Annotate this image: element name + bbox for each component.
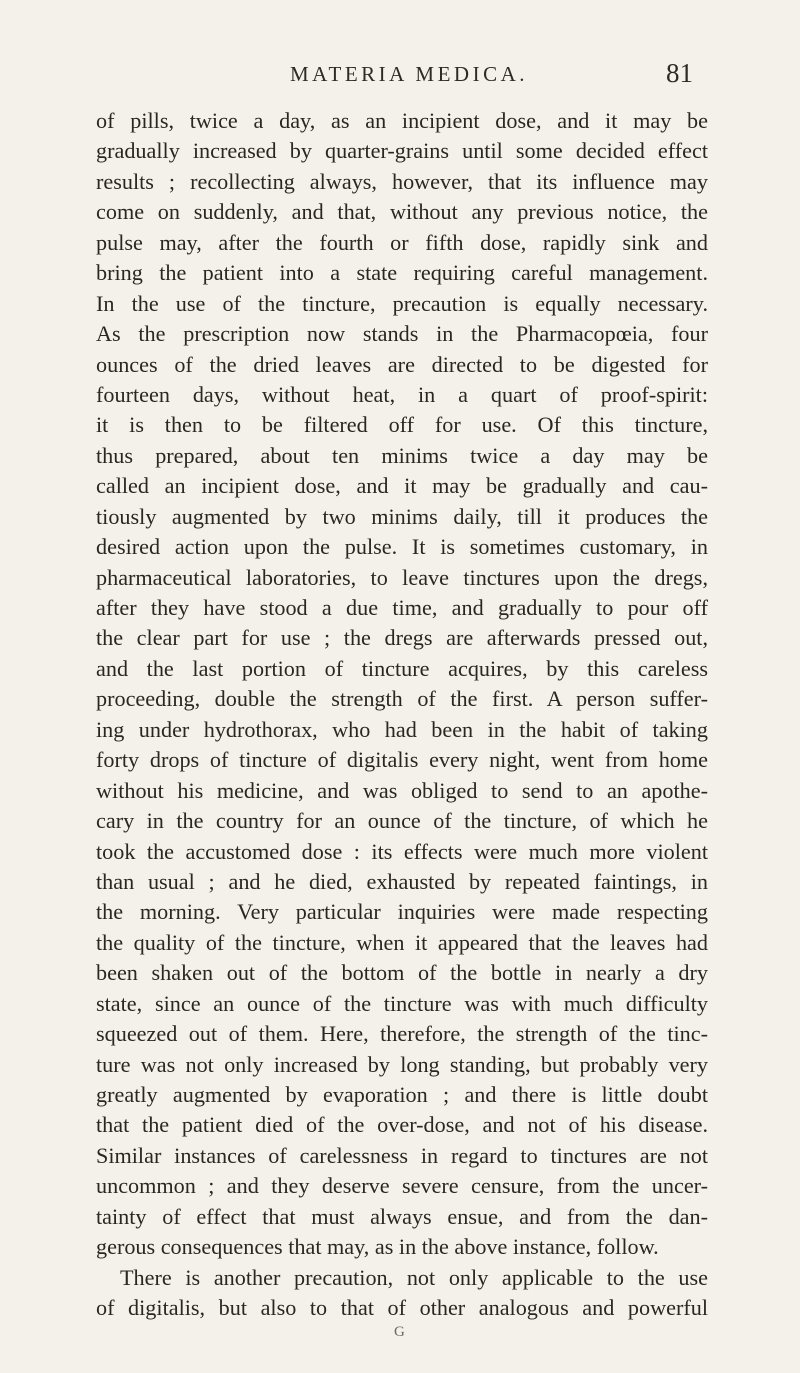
text-line: tiously augmented by two minims daily, till it produces the (96, 503, 708, 529)
text-line: tainty of effect that must always ensue, and from the dan- (96, 1203, 708, 1229)
text-line: uncommon ; and they deserve severe censure, from the uncer- (96, 1173, 708, 1199)
text-line: greatly augmented by evaporation ; and there is little doubt (96, 1082, 708, 1107)
text-line: ounces of the dried leaves are directed to be digested for (96, 351, 708, 377)
text-line: gradually increased by quarter-grains until some decided effect (96, 138, 708, 164)
text-line: the quality of the tincture, when it appeared that the leaves had (96, 929, 708, 955)
text-line: pulse may, after the fourth or fifth dose, rapidly sink and (96, 229, 708, 255)
text-line: In the use of the tincture, precaution is equally necessary. (96, 290, 708, 316)
text-line: that the patient died of the over-dose, and not of his disease. (96, 1112, 708, 1138)
text-line: thus prepared, about ten minims twice a day may be (96, 442, 708, 468)
body-text (96, 106, 708, 1324)
text-line: after they have stood a due time, and gradually to pour off (96, 595, 708, 620)
text-line: ing under hydrothorax, who had been in the habit of taking (96, 716, 708, 742)
text-line: it is then to be filtered off for use. Of this tincture, (96, 412, 708, 438)
text-line: and the last portion of tincture acquires, by this careless (96, 655, 708, 681)
text-line: desired action upon the pulse. It is sometimes customary, in (96, 534, 708, 560)
text-line: Similar instances of carelessness in regard to tinctures are not (96, 1142, 708, 1168)
text-line: of digitalis, but also to that of other analogous and powerful (96, 1295, 708, 1321)
text-line: results ; recollecting always, however, that its influence may (96, 168, 708, 194)
signature-mark: G (394, 1324, 405, 1340)
text-line: forty drops of tincture of digitalis every night, went from home (96, 747, 708, 773)
running-head (0, 60, 800, 90)
text-line: of pills, twice a day, as an incipient dose, and it may be (96, 108, 708, 133)
text-line: been shaken out of the bottom of the bottle in nearly a dry (96, 960, 708, 986)
text-line: There is another precaution, not only applicable to the use (120, 1264, 708, 1290)
text-line: cary in the country for an ounce of the tincture, of which he (96, 808, 708, 834)
text-line: gerous consequences that may, as in the above instance, follow. (96, 1234, 659, 1260)
text-line: squeezed out of them. Here, therefore, the strength of the tinc- (96, 1021, 708, 1047)
text-line: fourteen days, without heat, in a quart of proof-spirit: (96, 381, 708, 407)
running-title: MATERIA MEDICA. (290, 62, 529, 86)
text-line: state, since an ounce of the tincture was with much difficulty (96, 990, 708, 1016)
text-line: the clear part for use ; the dregs are afterwards pressed out, (96, 625, 708, 651)
text-line: the morning. Very particular inquiries were made respecting (96, 899, 708, 925)
text-line: pharmaceutical laboratories, to leave tinctures upon the dregs, (96, 564, 708, 590)
text-line: took the accustomed dose : its effects were much more violent (96, 838, 708, 864)
text-line: called an incipient dose, and it may be gradually and cau- (96, 473, 708, 499)
text-line: bring the patient into a state requiring careful management. (96, 260, 708, 286)
text-line: come on suddenly, and that, without any previous notice, the (96, 199, 708, 225)
text-line: proceeding, double the strength of the first. A person suffer- (96, 686, 708, 712)
text-line: ture was not only increased by long standing, but probably very (96, 1051, 708, 1077)
text-line: As the prescription now stands in the Pharmacopœia, four (96, 321, 708, 347)
page-number: 81 (666, 58, 693, 88)
text-line: without his medicine, and was obliged to send to an apothe- (96, 777, 708, 803)
text-line: than usual ; and he died, exhausted by repeated faintings, in (96, 868, 708, 894)
